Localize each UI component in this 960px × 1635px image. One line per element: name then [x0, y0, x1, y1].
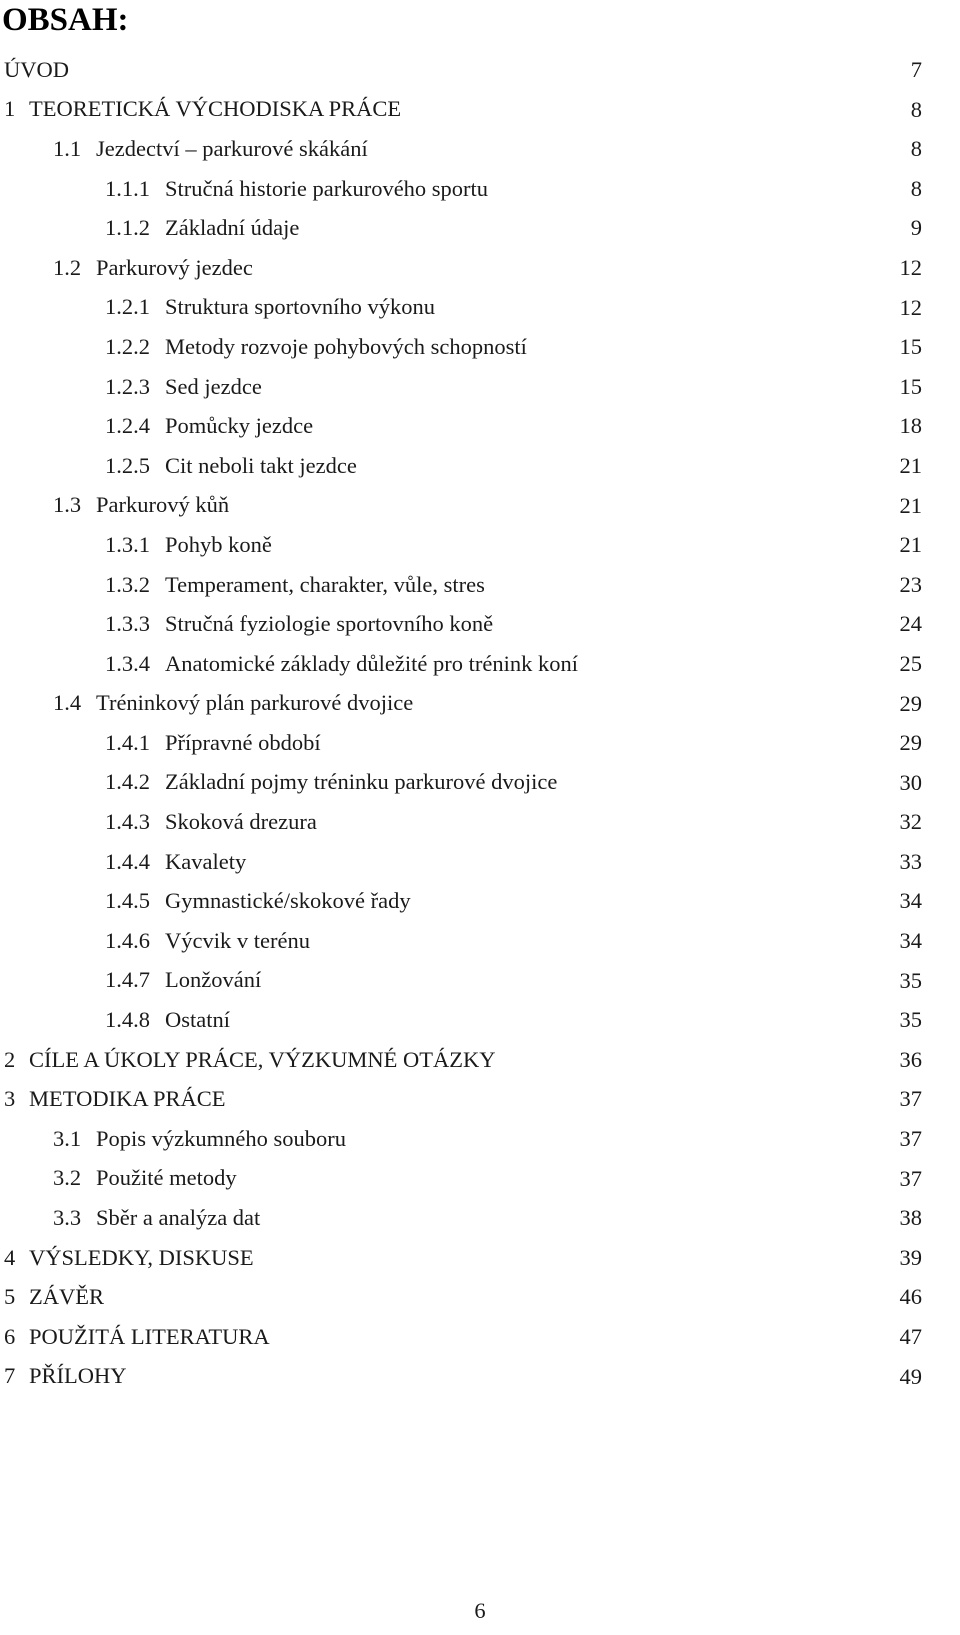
toc-entry-page-number: 39 — [899, 1244, 922, 1270]
toc-entry-heading — [4, 96, 401, 122]
toc-entry-title: PŘÍLOHY — [29, 1363, 127, 1389]
toc-entry-title: Ostatní — [165, 1007, 230, 1033]
toc-entry — [0, 446, 960, 486]
toc-entry-title: Použité metody — [96, 1165, 237, 1191]
toc-entry-page-number: 34 — [899, 888, 922, 914]
toc-entry-title: Gymnastické/skokové řady — [165, 888, 411, 914]
toc-entry-heading — [4, 1284, 104, 1310]
toc-entry-page-number: 21 — [899, 452, 922, 478]
toc-entry-heading — [105, 611, 493, 637]
toc-entry-heading — [53, 136, 368, 162]
toc-entry-heading — [53, 492, 229, 518]
toc-entry-heading — [4, 57, 69, 83]
toc-entry — [0, 1079, 960, 1119]
toc-entry-page-number: 25 — [899, 650, 922, 676]
toc-entry — [0, 1277, 960, 1317]
toc-entry-heading — [105, 928, 310, 954]
toc-entry — [0, 169, 960, 209]
page-number: 6 — [474, 1598, 486, 1623]
toc-entry-title: Pohyb koně — [165, 531, 272, 557]
toc-entry-page-number: 46 — [899, 1284, 922, 1310]
toc-entry-number: 1.1.2 — [105, 215, 150, 241]
toc-entry — [0, 961, 960, 1001]
toc-entry-number: 1.4.4 — [105, 848, 150, 874]
toc-entry-number: 1.2.1 — [105, 294, 150, 320]
toc-entry-number: 6 — [4, 1323, 16, 1349]
toc-entry-heading — [105, 413, 313, 439]
toc-entry-title: Pomůcky jezdce — [165, 413, 314, 439]
toc-entry — [0, 486, 960, 526]
toc-entry-title: Cit neboli takt jezdce — [165, 452, 357, 478]
toc-entry-heading — [105, 532, 272, 558]
toc-entry — [0, 684, 960, 724]
toc-entry-title: Základní pojmy tréninku parkurové dvojice — [165, 769, 558, 795]
toc-entry — [0, 288, 960, 328]
toc-entry-title: Skoková drezura — [165, 809, 317, 835]
toc-entry-heading — [105, 769, 557, 795]
toc-entry-title: Temperament, charakter, vůle, stres — [165, 571, 485, 597]
toc-entry-title: VÝSLEDKY, DISKUSE — [29, 1244, 254, 1270]
toc-entry — [0, 327, 960, 367]
toc-entry — [0, 1198, 960, 1238]
toc-entry-heading — [4, 1324, 270, 1350]
toc-entry — [0, 1040, 960, 1080]
toc-entry-number: 1.4.1 — [105, 729, 150, 755]
toc-entry-heading — [53, 1205, 260, 1231]
toc-entry-title: Struktura sportovního výkonu — [165, 294, 435, 320]
toc-entry-heading — [105, 809, 317, 835]
toc-entry-number: 1.3.3 — [105, 611, 150, 637]
toc-entry-number: 1.4 — [53, 690, 82, 716]
toc-entry-page-number: 32 — [899, 809, 922, 835]
toc-entry-number: 1.2.4 — [105, 413, 150, 439]
toc-entry-page-number: 15 — [899, 334, 922, 360]
toc-entry-number: 1.2.2 — [105, 333, 150, 359]
toc-entry-page-number: 7 — [910, 57, 922, 82]
toc-entry-title: Tréninkový plán parkurové dvojice — [96, 690, 414, 716]
toc-entry-number: 1.2.3 — [105, 373, 150, 399]
toc-entry-heading — [105, 453, 357, 479]
toc-entry-heading — [53, 690, 413, 716]
toc-entry-page-number: 23 — [899, 571, 922, 597]
toc-entry-page-number: 36 — [899, 1046, 922, 1072]
toc-entry-title: Kavalety — [165, 848, 247, 874]
toc-entry — [0, 525, 960, 565]
page-title: OBSAH: — [2, 2, 129, 38]
toc-entry-title: ZÁVĚR — [29, 1284, 104, 1310]
toc-entry — [0, 1119, 960, 1159]
toc-entry-heading — [105, 176, 488, 202]
toc-entry-heading — [105, 849, 246, 875]
toc-entry-title: Základní údaje — [165, 215, 300, 241]
toc-entry-number: 1.4.7 — [105, 967, 150, 993]
toc-entry — [0, 90, 960, 130]
toc-entry-number: 1.1.1 — [105, 175, 150, 201]
toc-entry-title: Stručná historie parkurového sportu — [165, 175, 489, 201]
toc-entry — [0, 842, 960, 882]
toc-entry-number: 5 — [4, 1284, 16, 1310]
toc-entry-number: 4 — [4, 1244, 16, 1270]
toc-entry-page-number: 8 — [910, 136, 922, 162]
toc-entry-page-number: 38 — [899, 1205, 922, 1231]
toc-entry-page-number: 18 — [899, 413, 922, 439]
toc-entry — [0, 723, 960, 763]
toc-entry-page-number: 37 — [899, 1126, 922, 1152]
toc-entry — [0, 50, 960, 90]
toc-entry-heading — [4, 1245, 254, 1271]
toc-entry-page-number: 12 — [899, 254, 922, 280]
toc-entry-title: Přípravné období — [165, 729, 321, 755]
toc-entry-page-number: 8 — [910, 175, 922, 201]
toc-entry-number: 1.4.3 — [105, 809, 150, 835]
toc-entry-number: 1.3.4 — [105, 650, 150, 676]
toc-entry-heading — [105, 967, 261, 993]
toc-entry-title: ÚVOD — [4, 56, 69, 82]
toc-entry-number: 3 — [4, 1086, 16, 1112]
toc-entry — [0, 1317, 960, 1357]
toc-entry-heading — [53, 1126, 346, 1152]
toc-entry-page-number: 37 — [899, 1165, 922, 1191]
toc-entry-title: METODIKA PRÁCE — [29, 1086, 226, 1112]
table-of-contents — [0, 50, 960, 1396]
toc-entry-title: Sed jezdce — [165, 373, 262, 399]
toc-entry-page-number: 29 — [899, 730, 922, 756]
toc-entry-number: 1.2 — [53, 254, 82, 280]
toc-entry-page-number: 21 — [899, 492, 922, 518]
toc-entry-heading — [105, 294, 435, 320]
toc-entry — [0, 1000, 960, 1040]
toc-entry-page-number: 35 — [899, 1007, 922, 1033]
toc-entry — [0, 881, 960, 921]
toc-entry-number: 1.4.6 — [105, 927, 150, 953]
toc-entry-page-number: 12 — [899, 294, 922, 320]
toc-entry-number: 3.3 — [53, 1205, 82, 1231]
toc-entry-title: TEORETICKÁ VÝCHODISKA PRÁCE — [29, 96, 402, 122]
toc-entry — [0, 406, 960, 446]
toc-entry — [0, 802, 960, 842]
toc-entry-title: Lonžování — [165, 967, 262, 993]
toc-entry-title: Parkurový jezdec — [96, 254, 253, 280]
toc-entry-heading — [105, 572, 485, 598]
toc-entry-title: POUŽITÁ LITERATURA — [29, 1323, 270, 1349]
toc-entry-number: 1.4.8 — [105, 1007, 150, 1033]
toc-entry — [0, 129, 960, 169]
toc-entry-title: Výcvik v terénu — [165, 927, 310, 953]
toc-entry-page-number: 21 — [899, 532, 922, 558]
toc-entry — [0, 367, 960, 407]
toc-entry — [0, 1159, 960, 1199]
toc-entry-number: 3.2 — [53, 1165, 82, 1191]
toc-entry-title: Parkurový kůň — [96, 492, 230, 518]
toc-entry-title: Stručná fyziologie sportovního koně — [165, 611, 494, 637]
toc-entry — [0, 248, 960, 288]
toc-entry-title: CÍLE A ÚKOLY PRÁCE, VÝZKUMNÉ OTÁZKY — [29, 1046, 496, 1072]
toc-entry-number: 2 — [4, 1046, 16, 1072]
toc-entry — [0, 604, 960, 644]
toc-entry-number: 1.3 — [53, 492, 82, 518]
toc-entry — [0, 208, 960, 248]
toc-entry-number: 1 — [4, 96, 16, 122]
toc-entry-number: 7 — [4, 1363, 16, 1389]
toc-entry — [0, 565, 960, 605]
toc-entry-heading — [4, 1363, 127, 1389]
toc-entry-page-number: 47 — [899, 1324, 922, 1349]
toc-entry — [0, 763, 960, 803]
toc-entry-number: 1.3.2 — [105, 571, 150, 597]
toc-entry-number: 1.1 — [53, 135, 82, 161]
toc-entry-page-number: 37 — [899, 1086, 922, 1112]
toc-entry-heading — [53, 1165, 237, 1191]
toc-entry — [0, 921, 960, 961]
toc-entry-title: Sběr a analýza dat — [96, 1205, 261, 1231]
toc-entry-heading — [105, 1007, 230, 1033]
toc-entry-page-number: 29 — [899, 690, 922, 716]
toc-entry-page-number: 8 — [910, 96, 922, 122]
toc-entry-heading — [105, 730, 321, 756]
toc-entry-heading — [53, 255, 253, 281]
toc-entry — [0, 644, 960, 684]
toc-entry-number: 3.1 — [53, 1125, 82, 1151]
toc-entry-page-number: 33 — [899, 848, 922, 874]
toc-entry-title: Metody rozvoje pohybových schopností — [165, 333, 527, 359]
toc-entry-title: Jezdectví – parkurové skákání — [96, 135, 368, 161]
toc-entry-heading — [4, 1086, 225, 1112]
toc-entry-page-number: 30 — [899, 769, 922, 795]
toc-entry-heading — [4, 1047, 496, 1073]
toc-entry-heading — [105, 651, 578, 677]
toc-entry-number: 1.2.5 — [105, 452, 150, 478]
toc-entry-page-number: 9 — [910, 215, 922, 241]
toc-entry-page-number: 49 — [899, 1363, 922, 1389]
toc-entry-number: 1.4.5 — [105, 888, 150, 914]
toc-entry-heading — [105, 215, 299, 241]
toc-entry — [0, 1238, 960, 1278]
toc-entry-page-number: 34 — [899, 928, 922, 954]
toc-entry-page-number: 15 — [899, 373, 922, 399]
toc-entry-title: Anatomické základy důležité pro trénink koní — [165, 650, 578, 676]
toc-entry-heading — [105, 334, 527, 360]
toc-entry — [0, 1357, 960, 1397]
toc-entry-heading — [105, 888, 411, 914]
toc-entry-page-number: 35 — [899, 967, 922, 993]
toc-entry-page-number: 24 — [899, 611, 922, 637]
toc-entry-title: Popis výzkumného souboru — [96, 1125, 346, 1151]
toc-entry-number: 1.3.1 — [105, 531, 150, 557]
toc-entry-heading — [105, 374, 262, 400]
toc-entry-number: 1.4.2 — [105, 769, 150, 795]
